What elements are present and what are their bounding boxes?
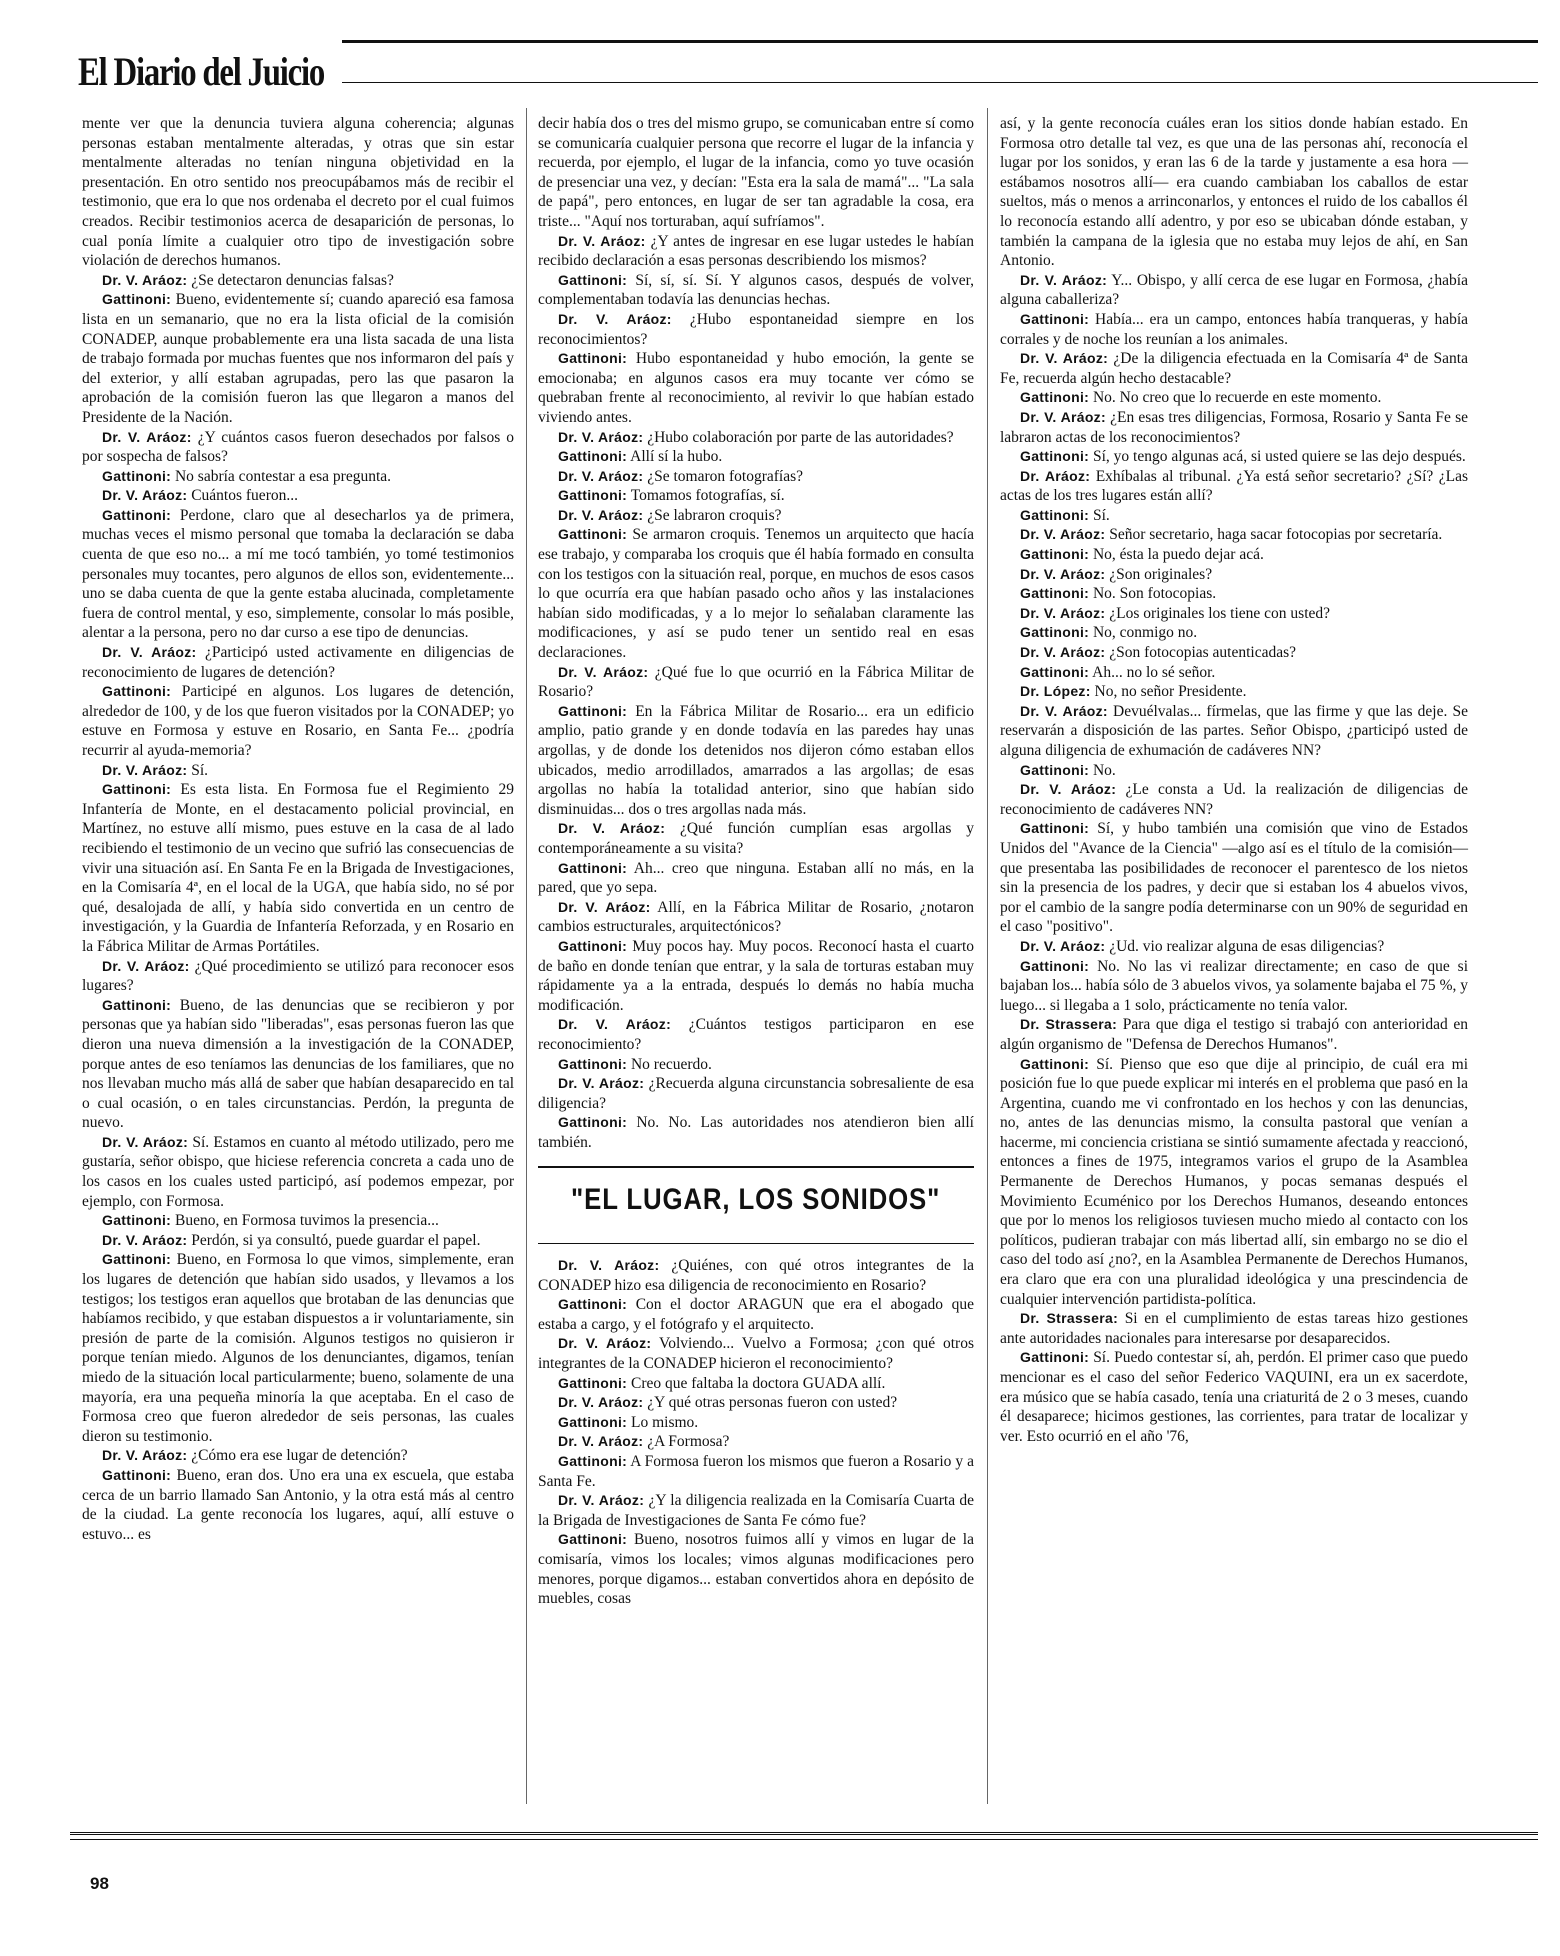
speaker-label: Gattinoni: bbox=[1020, 506, 1090, 523]
speaker-label: Dr. V. Aráoz: bbox=[558, 898, 651, 915]
paragraph bbox=[538, 1413, 974, 1433]
paragraph bbox=[538, 1374, 974, 1394]
speaker-label: Dr. V. Aráoz: bbox=[1020, 644, 1106, 661]
speaker-label: Dr. V. Aráoz: bbox=[102, 957, 190, 974]
paragraph-text: Bueno, eran dos. Uno era una ex escuela, que estaba cerca de un barrio llamado San Antonio, y la otra está más al centro de la ciudad. La gente reconocía los lugares, aquí, allí estuve o estuvo... es bbox=[82, 1466, 514, 1543]
speaker-label: Gattinoni: bbox=[558, 1055, 628, 1072]
speaker-label: Dr. V. Aráoz: bbox=[558, 1075, 645, 1092]
paragraph bbox=[82, 1133, 514, 1211]
masthead-rule-bottom bbox=[342, 82, 1538, 83]
paragraph-text: Hubo espontaneidad y hubo emoción, la gente se emocionaba; en algunos casos era muy tocante ver cómo se quebraban frente al reconocimiento, al revivir lo que habían estado viviendo antes. bbox=[538, 350, 974, 426]
paragraph-text: ¿Qué fue lo que ocurrió en la Fábrica Militar de Rosario? bbox=[538, 663, 975, 701]
paragraph bbox=[1000, 310, 1468, 349]
paragraph bbox=[538, 349, 974, 427]
paragraph-text: Perdone, claro que al desecharlos ya de primera, muchas veces el mismo personal que tomaba la declaración se daba cuenta de que eso no... a mí me tocó también, yo tomé testimonios personales muy tocantes, pero algunos de ellos son, evidentemente... uno se daba cuenta de que la gente estaba alucinada, completamente fuera de control mental, y eso, simplemente, consolar lo más posible, alentar a la persona, pero no dar curso a ese tipo de denuncias. bbox=[82, 506, 515, 642]
speaker-label: Gattinoni: bbox=[558, 1114, 628, 1131]
column-2-body-top bbox=[538, 114, 974, 1152]
speaker-label: Dr. V. Aráoz: bbox=[1020, 526, 1106, 543]
paragraph-text: En la Fábrica Militar de Rosario... era un edificio amplio, patio grande y en donde todavía en las paredes hay unas argollas, y de donde los detenidos nos dijeron cómo estaban ellos ubicados, medio arrodillados, amarrados a las argollas; de esas argollas no había la totalidad anterior, sino que habían sido disminuidas... dos o tres argollas nada más. bbox=[538, 702, 975, 818]
paragraph-text: Para que diga el testigo si trabajó con anterioridad en algún organismo de "Defensa de Derechos Humanos". bbox=[1000, 1016, 1468, 1053]
speaker-label: Dr. V. Aráoz: bbox=[558, 467, 644, 484]
paragraph bbox=[1000, 663, 1468, 683]
paragraph bbox=[82, 643, 514, 682]
paragraph-text: Sí. Puedo contestar sí, ah, perdón. El primer caso que puedo mencionar es el caso del señor Federico VAQUINI, era un ex sacerdote, era músico que se había casado, tenía una criaturitá de 2 o 3 meses, cuando él desaparece; hicimos gestiones, las corrientes, para tratar de localizar y ver. Esto ocurrió en el año '76, bbox=[1000, 1349, 1468, 1445]
paragraph-text: ¿Recuerda alguna circunstancia sobresaliente de esa diligencia? bbox=[538, 1075, 975, 1112]
paragraph bbox=[1000, 819, 1468, 937]
speaker-label: Gattinoni: bbox=[1020, 310, 1090, 327]
paragraph bbox=[538, 310, 974, 349]
paragraph bbox=[538, 702, 974, 820]
paragraph-text: ¿Quiénes, con qué otros integrantes de la CONADEP hizo esa diligencia de reconocimiento en Rosario? bbox=[538, 1257, 975, 1294]
speaker-label: Dr. V. Aráoz: bbox=[558, 310, 672, 327]
paragraph-text: Allí sí la hubo. bbox=[630, 448, 723, 466]
speaker-label: Dr. V. Aráoz: bbox=[558, 820, 666, 837]
paragraph-text: Sí, sí, sí. Sí. Y algunos casos, después de volver, complementaban todavía las denuncias hechas. bbox=[538, 271, 975, 309]
paragraph bbox=[538, 428, 974, 448]
paragraph-text: ¿Y qué otras personas fueron con usted? bbox=[647, 1394, 898, 1412]
speaker-label: Gattinoni: bbox=[1020, 820, 1090, 837]
speaker-label: Dr. V. Aráoz: bbox=[1020, 702, 1108, 719]
paragraph-text: ¿Se detectaron denuncias falsas? bbox=[191, 271, 394, 289]
speaker-label: Gattinoni: bbox=[558, 271, 628, 288]
paragraph bbox=[82, 780, 514, 956]
speaker-label: Dr. V. Aráoz: bbox=[1020, 271, 1108, 288]
column-divider-2 bbox=[987, 108, 988, 1804]
paragraph-text: decir había dos o tres del mismo grupo, se comunicaban entre sí como se comunicaría cualquier persona que recorre el lugar de la infancia y recuerda, por ejemplo, el lugar de la infancia, como yo tuve ocasión de presenciar una vez, y decían: "Esta era la sala de mamá"... "La sala de papá", pero entonces, en lugar de ser tan agradable la cosa, era triste... "Aquí nos torturaban, aquí sufríamos". bbox=[538, 115, 974, 230]
speaker-label: Dr. V. Aráoz: bbox=[102, 1447, 188, 1464]
paragraph-text: Sí, y hubo también una comisión que vino de Estados Unidos del "Avance de la Ciencia" —algo así es el título de la comisión— que presentaba las posibilidades de reconocer el parentesco de los nietos sin la presencia de los padres, y decir que si estaban los 4 abuelos vivos, por el cambio de la sangre podía determinarse con un 90% de seguridad en el caso "positivo". bbox=[1000, 820, 1468, 936]
paragraph-text: Sí, yo tengo algunas acá, si usted quiere se las dejo después. bbox=[1092, 448, 1466, 466]
paragraph bbox=[1000, 388, 1468, 408]
paragraph-text: No. No. Las autoridades nos atendieron bien allí también. bbox=[538, 1114, 974, 1151]
paragraph bbox=[82, 506, 514, 643]
speaker-label: Gattinoni: bbox=[558, 1413, 628, 1430]
paragraph-text: ¿Se tomaron fotografías? bbox=[647, 467, 804, 485]
speaker-label: Dr. V. Aráoz: bbox=[558, 1335, 652, 1352]
speaker-label: Gattinoni: bbox=[558, 350, 628, 367]
speaker-label: Gattinoni: bbox=[1020, 1349, 1090, 1366]
speaker-label: Gattinoni: bbox=[102, 781, 172, 798]
paragraph bbox=[538, 525, 974, 662]
speaker-label: Gattinoni: bbox=[558, 1531, 628, 1548]
paragraph-text: ¿Qué función cumplían esas argollas y contemporáneamente a su visita? bbox=[538, 820, 975, 857]
speaker-label: Dr. V. Aráoz: bbox=[1020, 408, 1106, 425]
paragraph bbox=[538, 819, 974, 858]
paragraph bbox=[1000, 1015, 1468, 1054]
paragraph-text: Volviendo... Vuelvo a Formosa; ¿con qué otros integrantes de la CONADEP hicieron el reconocimiento? bbox=[538, 1335, 974, 1373]
speaker-label: Gattinoni: bbox=[102, 1466, 172, 1483]
speaker-label: Dr. V. Aráoz: bbox=[102, 428, 192, 445]
speaker-label: Dr. V. Aráoz: bbox=[558, 1394, 644, 1411]
paragraph bbox=[1000, 565, 1468, 585]
paragraph bbox=[82, 682, 514, 760]
speaker-label: Gattinoni: bbox=[558, 702, 628, 719]
speaker-label: Dr. V. Aráoz: bbox=[102, 271, 188, 288]
paragraph-text: No recuerdo. bbox=[630, 1055, 712, 1073]
paragraph-text: Sí. bbox=[191, 761, 209, 779]
paragraph bbox=[538, 898, 974, 937]
column-1 bbox=[82, 114, 514, 1544]
paragraph-text: No, no señor Presidente. bbox=[1094, 683, 1247, 701]
speaker-label: Gattinoni: bbox=[1020, 663, 1090, 680]
speaker-label: Dr. V. Aráoz: bbox=[558, 1433, 644, 1450]
paragraph-text: Y... Obispo, y allí cerca de ese lugar en Formosa, ¿había alguna caballeriza? bbox=[1000, 271, 1468, 309]
speaker-label: Gattinoni: bbox=[558, 859, 628, 876]
paragraph bbox=[1000, 506, 1468, 526]
speaker-label: Dr. V. Aráoz: bbox=[1020, 781, 1117, 798]
paragraph-text: Sí. Estamos en cuanto al método utilizado, pero me gustaría, señor obispo, que hiciese referencia concreta a cada uno de los casos en los cuales usted participó, así podemos empezar, por ejemplo, con Formosa. bbox=[82, 1133, 514, 1210]
paragraph-text: Devuélvalas... fírmelas, que las firme y que las deje. Se reservarán a disposición de las partes. Señor Obispo, ¿participó usted de alguna diligencia de exhumación de cadáveres NN? bbox=[1000, 702, 1468, 759]
paragraph-text: ¿De la diligencia efectuada en la Comisaría 4ª de Santa Fe, recuerda algún hecho destacable? bbox=[1000, 350, 1468, 387]
paragraph bbox=[1000, 1348, 1468, 1446]
paragraph-text: Ah... creo que ninguna. Estaban allí no más, en la pared, que yo sepa. bbox=[538, 859, 974, 897]
column-divider-1 bbox=[526, 108, 527, 1804]
paragraph bbox=[1000, 702, 1468, 761]
paragraph-text: Bueno, en Formosa tuvimos la presencia... bbox=[174, 1212, 439, 1230]
paragraph-text: ¿Hubo colaboración por parte de las autoridades? bbox=[647, 428, 954, 446]
paragraph bbox=[82, 290, 514, 427]
speaker-label: Gattinoni: bbox=[1020, 448, 1090, 465]
paragraph-text: Bueno, evidentemente sí; cuando apareció esa famosa lista en un semanario, que no era la lista oficial de la comisión CONADEP, aunque probablemente era una lista sacada de una lista de trabajo formada por muchas fuentes que nos informaron del país y del exterior, y allí estaban agrupadas, pero las que pasaron la aprobación de la comisión fueron las que llegaron a manos del Presidente de la Nación. bbox=[82, 291, 514, 426]
speaker-label: Dr. Aráoz: bbox=[1020, 467, 1091, 484]
speaker-label: Gattinoni: bbox=[102, 467, 172, 484]
paragraph bbox=[82, 761, 514, 781]
paragraph-text: Había... era un campo, entonces había tranqueras, y había corrales y de noche los reunían a los animales. bbox=[1000, 310, 1469, 348]
column-2 bbox=[538, 114, 974, 1609]
speaker-label: Dr. V. Aráoz: bbox=[558, 663, 649, 680]
paragraph bbox=[538, 663, 974, 702]
speaker-label: Dr. V. Aráoz: bbox=[558, 428, 644, 445]
speaker-label: Gattinoni: bbox=[558, 1374, 628, 1391]
paragraph-text: Bueno, de las denuncias que se recibieron y por personas que ya habían sido "liberadas", esas personas fueron las que dieron una nueva dimensión a la investigación de la CONADEP, porque antes de eso teníamos las denuncias de los familiares, que no nos llevaban mucho más allá de saber que habían desaparecido en tal o cual ocasión, o en tales circunstancias. Perdón, la pregunta de nuevo. bbox=[82, 996, 514, 1132]
paragraph bbox=[538, 1074, 974, 1113]
speaker-label: Gattinoni: bbox=[102, 683, 172, 700]
paragraph-text: ¿Y antes de ingresar en ese lugar ustedes le habían recibido declaración a esas personas describiendo los mismos? bbox=[538, 232, 975, 270]
speaker-label: Dr. V. Aráoz: bbox=[102, 761, 188, 778]
section-heading-box bbox=[538, 1166, 974, 1244]
paragraph-text: Sí. bbox=[1092, 506, 1110, 524]
speaker-label: Dr. V. Aráoz: bbox=[1020, 604, 1106, 621]
paragraph bbox=[82, 114, 514, 271]
paragraph-text: No. No creo que lo recuerde en este momento. bbox=[1092, 389, 1382, 407]
paragraph bbox=[82, 467, 514, 487]
paragraph-text: No, ésta la puedo dejar acá. bbox=[1092, 546, 1264, 564]
speaker-label: Dr. V. Aráoz: bbox=[102, 487, 188, 504]
paragraph-text: ¿Son fotocopias autenticadas? bbox=[1109, 644, 1297, 662]
paragraph bbox=[1000, 682, 1468, 702]
paragraph-text: ¿Le consta a Ud. la realización de diligencias de reconocimiento de cadáveres NN? bbox=[1000, 781, 1468, 818]
paragraph bbox=[82, 1446, 514, 1466]
speaker-label: Gattinoni: bbox=[102, 1212, 172, 1229]
paragraph-text: Cuántos fueron... bbox=[191, 487, 298, 505]
speaker-label: Gattinoni: bbox=[558, 1453, 628, 1469]
paragraph bbox=[1000, 525, 1468, 545]
speaker-label: Gattinoni: bbox=[558, 526, 628, 543]
paragraph bbox=[1000, 467, 1468, 506]
speaker-label: Gattinoni: bbox=[558, 448, 628, 465]
speaker-label: Dr. V. Aráoz: bbox=[102, 1133, 189, 1150]
paragraph bbox=[82, 486, 514, 506]
paragraph bbox=[538, 1393, 974, 1413]
paragraph-text: Se armaron croquis. Tenemos un arquitecto que hacía ese trabajo, y comparaba los croquis que él había formado en consulta con los testigos con la situación real, porque, en muchos de esos casos lo que ocurría era que habían pasado ocho años y las instalaciones habían sido modificadas, y a lo mejor lo señalaban claramente las modificaciones, y así se pudo tener un sentido real en esas declaraciones. bbox=[538, 526, 974, 662]
speaker-label: Gattinoni: bbox=[102, 291, 172, 308]
paragraph bbox=[538, 1334, 974, 1373]
paragraph bbox=[1000, 349, 1468, 388]
paragraph bbox=[1000, 623, 1468, 643]
paragraph-text: ¿Los originales los tiene con usted? bbox=[1109, 604, 1331, 622]
column-2-body-bottom bbox=[538, 1256, 974, 1609]
paragraph bbox=[1000, 271, 1468, 310]
paragraph-text: No. bbox=[1092, 761, 1116, 779]
paragraph bbox=[82, 1250, 514, 1446]
speaker-label: Gattinoni: bbox=[1020, 546, 1090, 563]
paragraph bbox=[1000, 447, 1468, 467]
paragraph-text: Si en el cumplimiento de estas tareas hizo gestiones ante autoridades nacionales para interesarse por desaparecidos. bbox=[1000, 1310, 1468, 1347]
paragraph bbox=[82, 428, 514, 467]
paragraph bbox=[1000, 545, 1468, 565]
paragraph bbox=[82, 1231, 514, 1251]
paragraph bbox=[538, 1256, 974, 1295]
speaker-label: Gattinoni: bbox=[102, 1251, 172, 1268]
speaker-label: Gattinoni: bbox=[102, 506, 172, 523]
paragraph-text: ¿Se labraron croquis? bbox=[647, 506, 782, 524]
paragraph bbox=[538, 1295, 974, 1334]
speaker-label: Dr. Strassera: bbox=[1020, 1310, 1119, 1327]
paragraph bbox=[538, 447, 974, 467]
speaker-label: Gattinoni: bbox=[558, 1296, 628, 1313]
paragraph bbox=[1000, 643, 1468, 663]
paragraph-text: ¿A Formosa? bbox=[647, 1433, 730, 1451]
paragraph-text: Participé en algunos. Los lugares de detención, alrededor de 100, y de los que fueron visitados por la CONADEP; yo estuve en Formosa y estuve en Rosario, en Santa Fe... ¿podría recurrir al ayuda-memoria? bbox=[82, 683, 514, 759]
paragraph bbox=[538, 467, 974, 487]
paragraph-text: ¿Y la diligencia realizada en la Comisaría Cuarta de la Brigada de Investigaciones de Santa Fe cómo fue? bbox=[538, 1492, 974, 1529]
paragraph bbox=[538, 271, 974, 310]
speaker-label: Gattinoni: bbox=[1020, 761, 1090, 778]
paragraph bbox=[1000, 761, 1468, 781]
paragraph bbox=[1000, 780, 1468, 819]
paragraph bbox=[82, 1466, 514, 1544]
speaker-label: Gattinoni: bbox=[1020, 957, 1090, 974]
column-3-body bbox=[1000, 114, 1468, 1446]
speaker-label: Dr. V. Aráoz: bbox=[1020, 565, 1106, 582]
paragraph-text: Lo mismo. bbox=[630, 1413, 699, 1431]
speaker-label: Gattinoni: bbox=[1020, 389, 1090, 406]
paragraph-text: mente ver que la denuncia tuviera alguna coherencia; algunas personas estaban mentalmente alteradas, y otras que sin estar mentalmente alteradas no tenían ninguna objetividad en la presentación. En otro sentido nos preocupábamos más de recibir el testimonio, que era lo que nos ordenaba el decreto por el cual fuimos creados. Recibir testimonios acerca de desaparición de personas, lo cual ponía límite a cualquier otro tipo de investigación sobre violación de derechos humanos. bbox=[82, 115, 514, 270]
paragraph bbox=[82, 1211, 514, 1231]
paragraph-text: ¿Cómo era ese lugar de detención? bbox=[191, 1447, 408, 1465]
speaker-label: Gattinoni: bbox=[102, 996, 172, 1013]
paragraph-text: Señor secretario, haga sacar fotocopias por secretaría. bbox=[1109, 526, 1443, 544]
paragraph-text: ¿Cuántos testigos participaron en ese reconocimiento? bbox=[538, 1016, 975, 1053]
speaker-label: Dr. V. Aráoz: bbox=[558, 506, 644, 523]
paragraph bbox=[538, 1015, 974, 1054]
speaker-label: Gattinoni: bbox=[1020, 1055, 1090, 1072]
paragraph-text: Allí, en la Fábrica Militar de Rosario, ¿notaron cambios estructurales, arquitectónicos? bbox=[538, 898, 975, 936]
paragraph bbox=[1000, 584, 1468, 604]
paragraph bbox=[538, 937, 974, 1015]
section-heading: "EL LUGAR, LOS SONIDOS" bbox=[571, 1183, 941, 1217]
paragraph bbox=[1000, 408, 1468, 447]
speaker-label: Gattinoni: bbox=[558, 487, 628, 504]
paragraph-text: Con el doctor ARAGUN que era el abogado que estaba a cargo, y el fotógrafo y el arquitecto. bbox=[538, 1296, 975, 1333]
paragraph bbox=[538, 506, 974, 526]
column-1-body bbox=[82, 114, 514, 1544]
speaker-label: Dr. V. Aráoz: bbox=[558, 1257, 660, 1274]
column-3 bbox=[1000, 114, 1468, 1446]
speaker-label: Dr. V. Aráoz: bbox=[102, 1231, 188, 1248]
paragraph bbox=[538, 232, 974, 271]
speaker-label: Dr. V. Aráoz: bbox=[1020, 937, 1106, 954]
paragraph-text: ¿En esas tres diligencias, Formosa, Rosario y Santa Fe se labraron actas de los reconocimientos? bbox=[1000, 408, 1469, 446]
paragraph-text: ¿Hubo espontaneidad siempre en los reconocimientos? bbox=[538, 310, 974, 348]
paragraph-text: ¿Ud. vio realizar alguna de esas diligencias? bbox=[1109, 937, 1385, 955]
paragraph-text: Ah... no lo sé señor. bbox=[1092, 663, 1216, 681]
speaker-label: Dr. V. Aráoz: bbox=[558, 1016, 672, 1033]
paragraph-text: No. No las vi realizar directamente; en caso de que si bajaban los... había sólo de 3 abuelos vivos, ya solamente bajaba el 75 %, y luego... si llegaba a 1 solo, prácticamente no tenía valor. bbox=[1000, 957, 1469, 1014]
speaker-label: Dr. Strassera: bbox=[1020, 1016, 1118, 1033]
paragraph-text: Creo que faltaba la doctora GUADA allí. bbox=[630, 1374, 886, 1392]
paragraph bbox=[1000, 114, 1468, 271]
speaker-label: Dr. V. Aráoz: bbox=[558, 232, 646, 249]
paragraph-text: No sabría contestar a esa pregunta. bbox=[174, 467, 392, 485]
paragraph-text: ¿Son originales? bbox=[1109, 565, 1213, 583]
paragraph-text: Exhíbalas al tribunal. ¿Ya está señor secretario? ¿Sí? ¿Las actas de los tres lugares están allí? bbox=[1000, 467, 1469, 505]
paragraph-text: así, y la gente reconocía cuáles eran los sitios donde habían estado. En Formosa otro detalle tal vez, es que una de las personas ahí, reconocía el lugar por los sonidos, y eran las 6 de la tarde y justamente a esa hora —estábamos nosotros allí— era cuando cambiaban los caballos de estar sueltos, más o menos a arrinconarlos, y entonces el ruido de los caballos él lo reconocía estando allí adentro, y por eso se ubicaban dónde estaban, y también la campana de la iglesia que no estaba muy lejos de ahí, en San Antonio. bbox=[1000, 115, 1468, 270]
footer-rule bbox=[70, 1832, 1538, 1840]
page-number: 98 bbox=[90, 1874, 109, 1893]
speaker-label: Dr. López: bbox=[1020, 683, 1091, 700]
masthead-title: El Diario del Juicio bbox=[78, 49, 324, 94]
paragraph-text: Bueno, en Formosa lo que vimos, simplemente, eran los lugares de detención que habían sido usados, y llevamos a los testigos; los testigos eran aquellos que brotaban de las denuncias que habíamos recibido, y que estaban dispuestos a ir voluntariamente, sin presión de parte de la comisión. Algunos testigos no quisieron ir porque tenían miedo. Algunos de los denunciantes, digamos, tenían miedo de la situación local particularmente; bueno, solamente de una mayoría, era una pequeña minoría la que aceptaba. En el caso de Formosa creo que fueron alrededor de seis personas, las cuales dieron su testimonio. bbox=[82, 1251, 514, 1445]
paragraph-text: Perdón, si ya consultó, puede guardar el papel. bbox=[191, 1231, 481, 1249]
paragraph bbox=[1000, 1309, 1468, 1348]
paragraph bbox=[538, 486, 974, 506]
paragraph bbox=[1000, 957, 1468, 1016]
paragraph-text: No, conmigo no. bbox=[1092, 624, 1198, 642]
paragraph bbox=[1000, 1055, 1468, 1310]
paragraph bbox=[82, 271, 514, 291]
paragraph-text: Bueno, nosotros fuimos allí y vimos en lugar de la comisaría, vimos los locales; vimos algunas modificaciones pero menores, porque digamos... estaban convertidos ahora en depósito de muebles, cosas bbox=[538, 1531, 974, 1608]
paragraph bbox=[1000, 604, 1468, 624]
paragraph bbox=[538, 1491, 974, 1530]
paragraph bbox=[538, 859, 974, 898]
paragraph bbox=[538, 1113, 974, 1152]
speaker-label: Gattinoni: bbox=[1020, 624, 1090, 641]
paragraph-text: ¿Qué procedimiento se utilizó para reconocer esos lugares? bbox=[82, 957, 515, 995]
paragraph-text: A Formosa fueron los mismos que fueron a Rosario y a Santa Fe. bbox=[538, 1453, 974, 1490]
paragraph bbox=[538, 1452, 974, 1491]
speaker-label: Dr. V. Aráoz: bbox=[1020, 350, 1109, 367]
speaker-label: Dr. V. Aráoz: bbox=[558, 1492, 645, 1509]
paragraph-text: Sí. Pienso que eso que dije al principio, de cuál era mi posición fue lo que puede explicar mi interés en el problema que pasó en la Argentina, cuando me vi confrontado en los hechos y con las denuncias, no, antes de las denuncias mismo, la consulta pastoral que venían a hacerme, mi conciencia cristiana se sintió sumamente afectada y reaccionó, entonces a fines de 1975, integramos varios el grupo de la Asamblea Permanente de Derechos Humanos, y pocas semanas después el Movimiento Ecuménico por los Derechos Humanos, deseando entonces que por lo menos los religiosos tuviesen mucho miedo al contacto con los políticos, pudieran trabajar con más libertad allí, sin embargo no se dio el caso del todo así ¿no?, en la Asamblea Permanente de Derechos Humanos, era claro que era con una pluralidad ideológica y una prescindencia de cualquier intervención partidista-política. bbox=[1000, 1055, 1469, 1308]
paragraph-text: Tomamos fotografías, sí. bbox=[630, 487, 785, 505]
paragraph-text: ¿Participó usted activamente en diligencias de reconocimiento de lugares de detención? bbox=[82, 644, 515, 681]
paragraph-text: No. Son fotocopias. bbox=[1092, 585, 1217, 603]
paragraph bbox=[1000, 937, 1468, 957]
paragraph-text: Es esta lista. En Formosa fue el Regimiento 29 Infantería de Monte, en el destacamento policial provincial, en Martínez, no estuve allí mismo, pues estuve en la casa de al lado recibiendo el testimonio de un vecino que sufrió las consecuencias de vivir una situación así. En Santa Fe en la Brigada de Investigaciones, en la Comisaría 4ª, en el local de la UGA, que había sido, no sé por qué, desalojada de allí, y había sido convertida en un centro de investigación, y la Guardia de Infantería Reforzada, y en Rosario en la Fábrica Militar de Armas Portátiles. bbox=[82, 781, 515, 955]
masthead-rule-top bbox=[342, 40, 1538, 43]
paragraph bbox=[538, 1055, 974, 1075]
paragraph-text: ¿Y cuántos casos fueron desechados por falsos o por sospecha de falsos? bbox=[82, 428, 515, 466]
paragraph bbox=[82, 996, 514, 1133]
speaker-label: Gattinoni: bbox=[1020, 585, 1090, 602]
paragraph bbox=[538, 1432, 974, 1452]
speaker-label: Dr. V. Aráoz: bbox=[102, 644, 197, 661]
paragraph bbox=[82, 957, 514, 996]
paragraph bbox=[538, 1530, 974, 1608]
paragraph-text: Muy pocos hay. Muy pocos. Reconocí hasta el cuarto de baño en donde tenían que entrar, y la sala de torturas estaban muy rápidamente ya a la entrada, después lo demás no había mucha modificación. bbox=[538, 937, 975, 1014]
speaker-label: Gattinoni: bbox=[558, 937, 628, 954]
paragraph bbox=[538, 114, 974, 232]
